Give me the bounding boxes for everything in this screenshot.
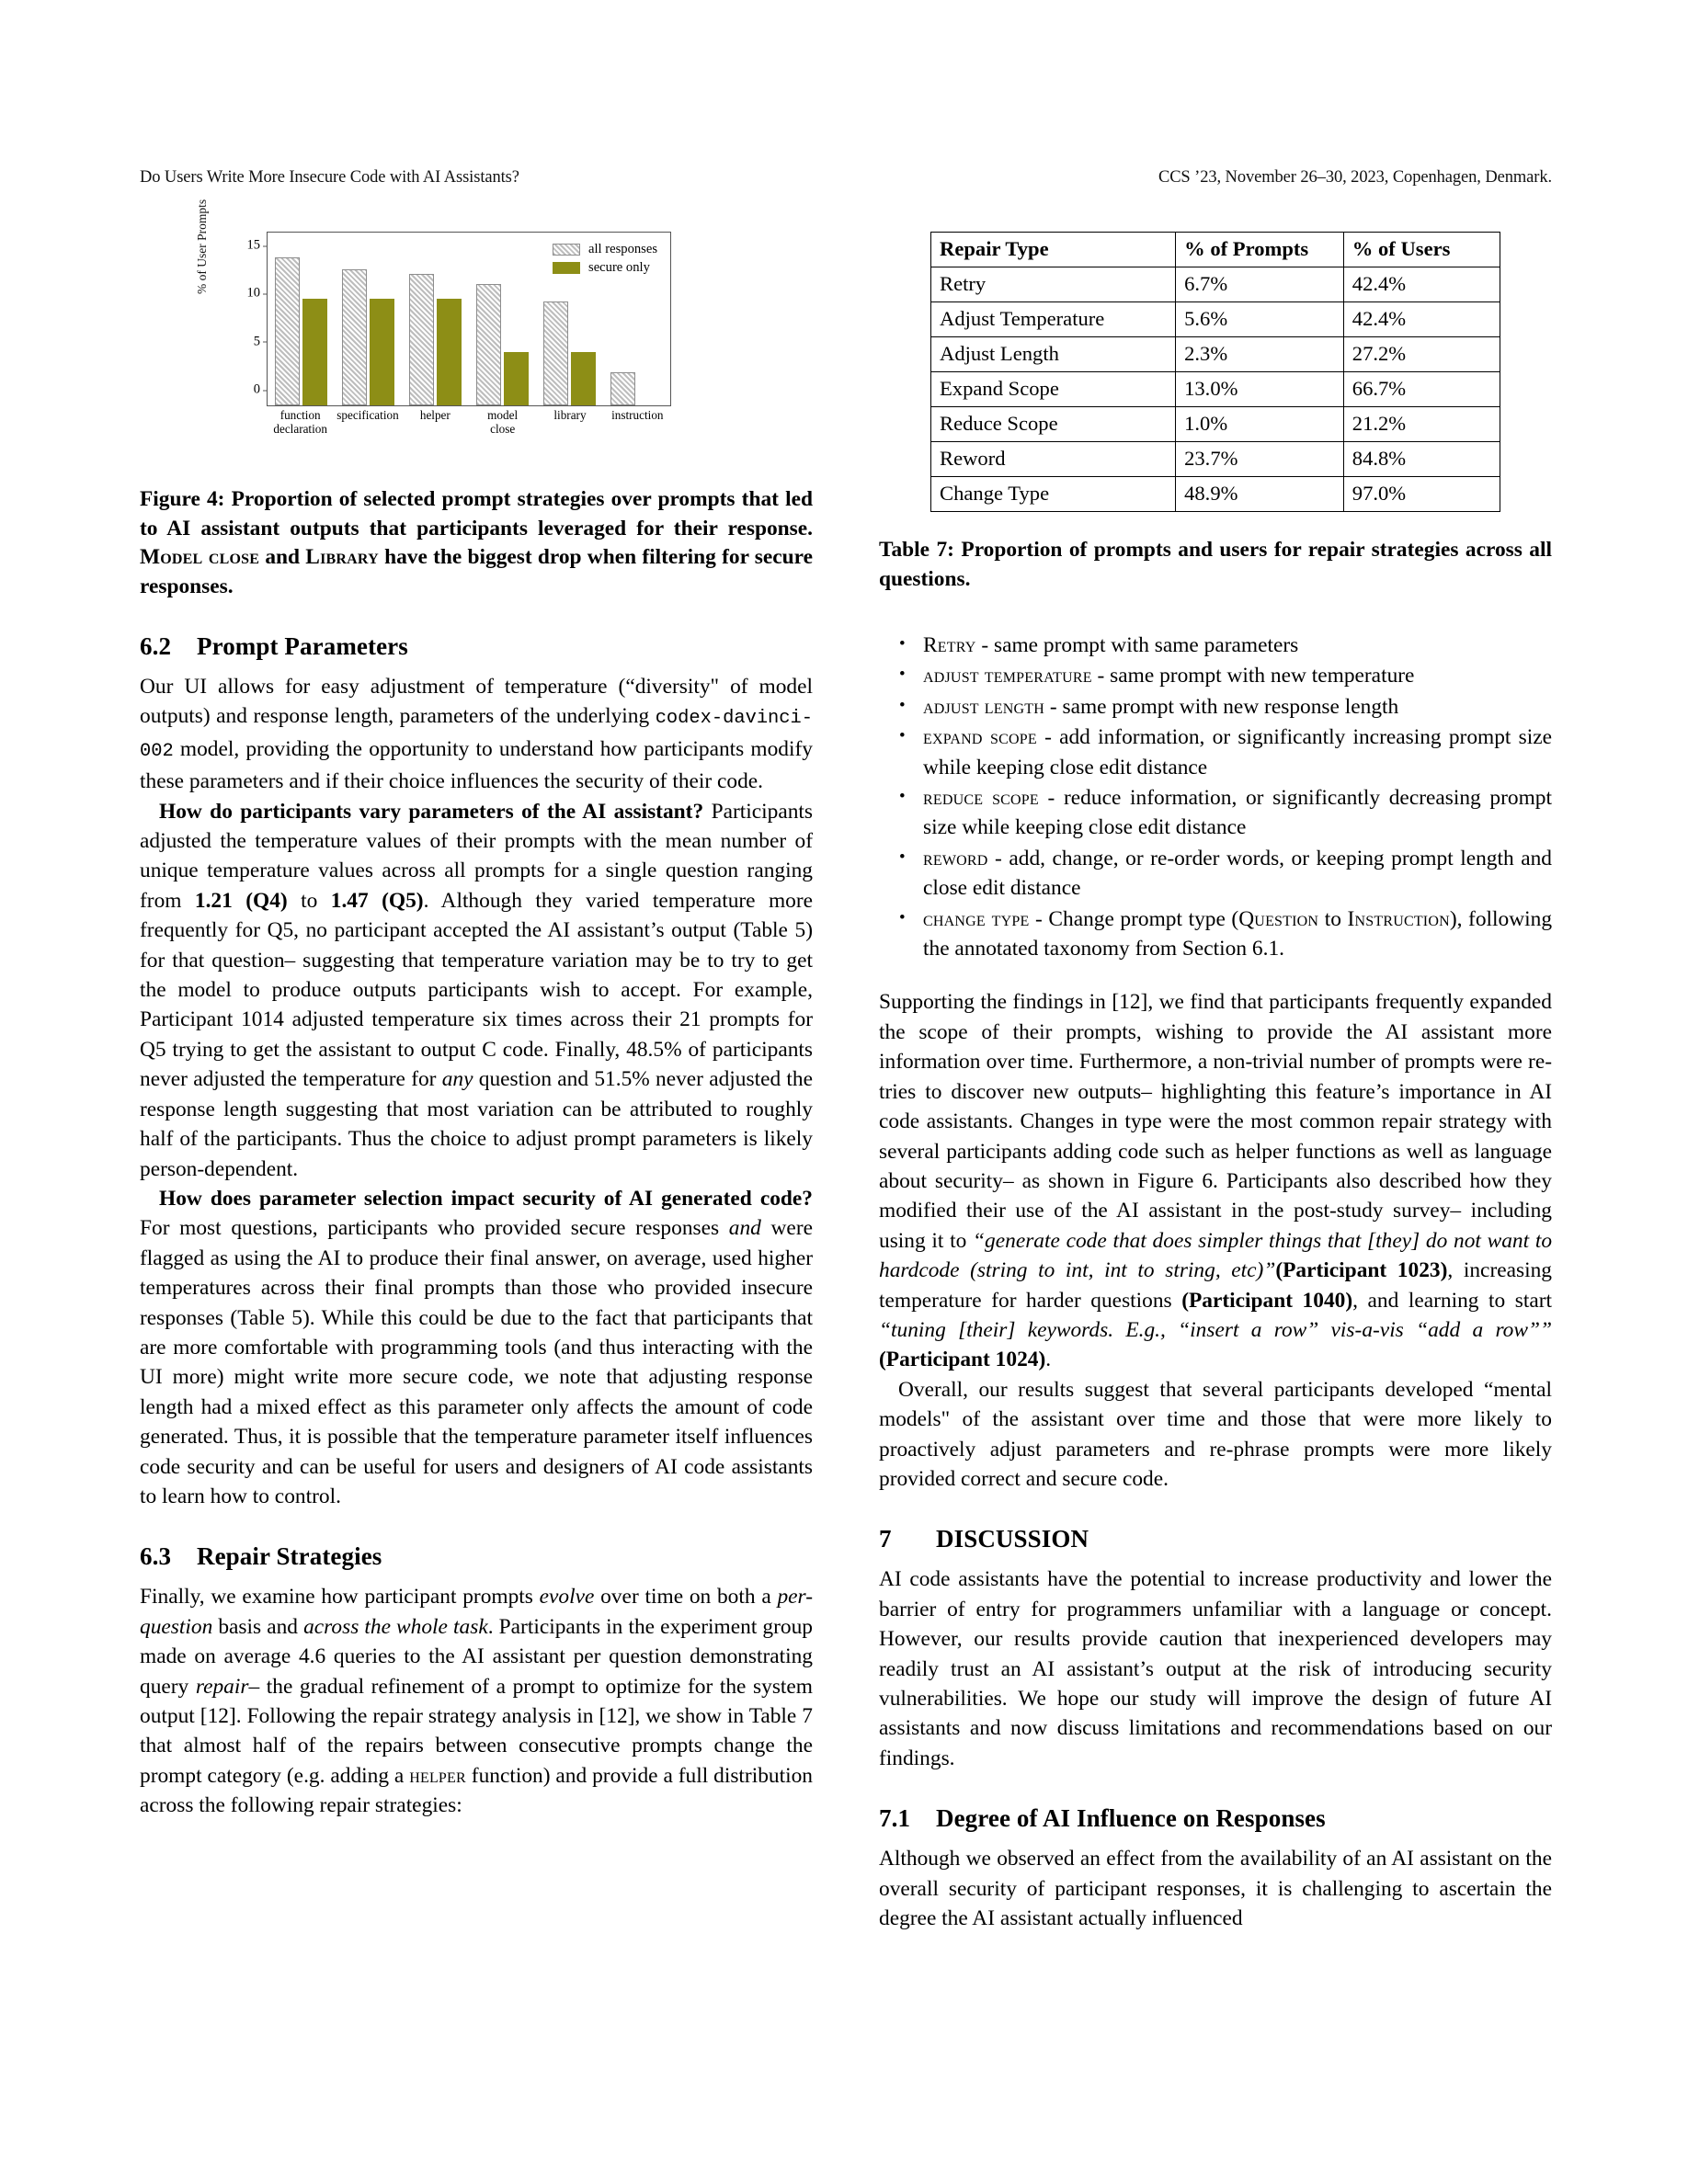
table-row bbox=[931, 442, 1500, 477]
term-description: - add, change, or re-order words, or keeping prompt length and close edit distance bbox=[923, 846, 1552, 901]
right-column bbox=[879, 219, 1552, 2103]
list-item bbox=[921, 844, 1552, 904]
table-7-repair-strategies bbox=[930, 232, 1500, 512]
cell-pct-prompts: 48.9% bbox=[1176, 477, 1344, 512]
x-label-line1: helper bbox=[419, 408, 451, 422]
cell-repair-type: Expand Scope bbox=[931, 372, 1176, 407]
cell-pct-users: 21.2% bbox=[1343, 407, 1500, 442]
text: , and learning to start bbox=[1352, 1288, 1552, 1313]
bar-all-responses bbox=[610, 372, 635, 405]
section-number: 7 bbox=[879, 1525, 892, 1553]
participant-1040-label: (Participant 1040) bbox=[1181, 1288, 1353, 1313]
x-label-line1: library bbox=[553, 408, 587, 422]
paragraph-lead-in: How do participants vary parameters of the AI assistant? bbox=[159, 799, 704, 824]
cell-pct-prompts: 13.0% bbox=[1176, 372, 1344, 407]
paragraph-right-1 bbox=[879, 987, 1552, 1374]
x-label-line1: model bbox=[487, 408, 519, 422]
table-row bbox=[931, 407, 1500, 442]
y-tick-5: 5 bbox=[253, 334, 260, 349]
y-tick-10: 10 bbox=[246, 285, 260, 301]
paragraph-6-2-1 bbox=[140, 672, 813, 797]
caption-text-1: Figure 4: Proportion of selected prompt strategies over prompts that led to AI assistant outputs that participants leveraged for their response. bbox=[140, 487, 813, 540]
running-head bbox=[140, 168, 1552, 188]
term-description-c: ), following the annotated taxonomy from Section 6.1. bbox=[923, 906, 1553, 961]
text: . Although they varied temperature more frequently for Q5, no participant accepted the AI assistant’s output (Table 5) for that question– suggesting that temperature variation may be to try to get the model to produce outputs participants wish to accept. For example, Participant 1014 adjusted temperature six times across their 21 prompts for Q5 trying to get the assistant to output C code. Finally, 48.5% of participants never adjusted the temperature for bbox=[140, 888, 814, 1092]
paragraph-6-3-1 bbox=[140, 1582, 813, 1820]
table-row bbox=[931, 477, 1500, 512]
paragraph-7-1-1: Although we observed an effect from the availability of an AI assistant on the overall security of participant responses, it is challenging to ascertain the degree the AI assistant actually influenced bbox=[879, 1847, 1552, 1931]
chart-legend bbox=[553, 240, 657, 277]
chart-plot-area bbox=[246, 232, 671, 406]
text: function) and provide a full distribution across the following repair strategies: bbox=[140, 1763, 813, 1818]
cell-pct-users: 42.4% bbox=[1343, 267, 1500, 302]
section-heading-7-1 bbox=[879, 1804, 1552, 1833]
cell-pct-prompts: 23.7% bbox=[1176, 442, 1344, 477]
bar-secure-only bbox=[504, 352, 529, 405]
bar-all-responses bbox=[543, 301, 568, 405]
left-column bbox=[140, 199, 814, 2103]
participant-1023-label: (Participant 1023) bbox=[1275, 1258, 1448, 1283]
list-item bbox=[921, 722, 1552, 782]
caption-text-3: have the biggest drop when filtering for secure responses. bbox=[140, 545, 813, 598]
term-reduce-scope: reduce scope bbox=[923, 786, 1039, 811]
legend-label: secure only bbox=[588, 260, 650, 275]
paragraph-lead-in: How does parameter selection impact security of AI generated code? bbox=[159, 1186, 813, 1211]
term-description: - same prompt with new response length bbox=[1044, 694, 1399, 719]
italic-evolve: evolve bbox=[539, 1585, 595, 1610]
italic-per-question: per-question bbox=[140, 1585, 813, 1639]
bar-all-responses bbox=[342, 269, 367, 405]
cell-pct-users: 27.2% bbox=[1343, 337, 1500, 372]
x-label-line1: instruction bbox=[611, 408, 664, 422]
x-label-instruction bbox=[604, 408, 671, 436]
paragraph-6-2-3 bbox=[140, 1184, 813, 1511]
two-column-body bbox=[140, 199, 1553, 2103]
paragraph-7-1: AI code assistants have the potential to increase productivity and lower the barrier of entry for programmers unfamiliar with a language or concept. However, our results provide caution that inexperienced developers may readily trust an AI assistant’s output at the risk of introducing security vulnerabilities. We hope our study will improve the design of future AI assistants and now discuss limitations and recommendations based on our findings. bbox=[879, 1567, 1552, 1770]
legend-swatch-icon bbox=[553, 244, 580, 256]
cell-repair-type: Reword bbox=[931, 442, 1176, 477]
text: Our UI allows for easy adjustment of temperature (“diversity" of model outputs) and response length, parameters of the underlying bbox=[140, 675, 813, 729]
section-heading-6-3 bbox=[140, 1542, 813, 1571]
x-label-helper bbox=[402, 408, 469, 436]
bar-group-model-close bbox=[469, 233, 536, 405]
smallcaps-question: Question bbox=[1238, 906, 1319, 931]
italic-whole-task: across the whole task bbox=[303, 1614, 488, 1639]
section-title: Repair Strategies bbox=[197, 1542, 382, 1571]
running-head-right: CCS ’23, November 26–30, 2023, Copenhagen, Denmark. bbox=[1158, 168, 1552, 187]
x-label-model-close bbox=[469, 408, 536, 436]
quote-participant-1023: generate code that does simpler things that [they] do not want to hardcode (string to int, int to string, etc)” bbox=[879, 1228, 1553, 1283]
cell-pct-prompts: 1.0% bbox=[1176, 407, 1344, 442]
term-description-a: - Change prompt type ( bbox=[1029, 906, 1239, 931]
text: . bbox=[1045, 1348, 1052, 1372]
table-header-row bbox=[931, 233, 1500, 267]
term-reword: reword bbox=[923, 846, 988, 870]
term-description: - same prompt with new temperature bbox=[1091, 664, 1415, 688]
section-number: 7.1 bbox=[879, 1804, 911, 1833]
section-title: Degree of AI Influence on Responses bbox=[936, 1804, 1326, 1833]
bar-group-helper bbox=[402, 233, 469, 405]
term-adjust-temperature: adjust temperature bbox=[923, 664, 1092, 688]
caption-text-2: and bbox=[259, 545, 306, 569]
x-label-line2: close bbox=[490, 422, 516, 436]
term-retry: Retry bbox=[923, 633, 976, 657]
caption-smallcaps-library: Library bbox=[305, 545, 379, 569]
table-7-caption: Table 7: Proportion of prompts and users for repair strategies across all questions. bbox=[879, 538, 1552, 591]
text: Participants adjusted the temperature values of their prompts with the mean number of unique temperature values across all prompts for a single question ranging from bbox=[140, 799, 814, 913]
legend-item-all-responses bbox=[553, 240, 657, 258]
bar-group-specification bbox=[335, 233, 402, 405]
text: the gradual refinement of a prompt to optimize for the system output [12]. Following the repair strategy analysis in [12], we show in Table 7 that almost half of the repairs between consecutive prompts change the prompt category (e.g. adding a bbox=[140, 1674, 813, 1788]
cell-repair-type: Reduce Scope bbox=[931, 407, 1176, 442]
repair-strategy-list bbox=[879, 631, 1552, 963]
x-label-function-declaration bbox=[267, 408, 334, 436]
text: to bbox=[287, 888, 331, 913]
paragraph-6-2-2 bbox=[140, 797, 813, 1184]
col-header-pct-users: % of Users bbox=[1343, 233, 1500, 267]
table-row bbox=[931, 267, 1500, 302]
section-title: Prompt Parameters bbox=[197, 632, 408, 660]
text: were flagged as using the AI to produce their final answer, on average, used higher temperatures across their final prompts than those who provided insecure responses (Table 5). While this could be due to the fact that participants that are more comfortable with programming tools (and thus interacting with the UI more) might write more secure code, we note that adjusting response length had a mixed effect as this parameter only affects the amount of code generated. Thus, it is possible that the temperature parameter itself influences code security and can be useful for users and designers of AI code assistants to learn how to control. bbox=[140, 1216, 813, 1508]
bar-all-responses bbox=[409, 274, 434, 405]
term-expand-scope: expand scope bbox=[923, 725, 1037, 750]
cell-pct-prompts: 2.3% bbox=[1176, 337, 1344, 372]
cell-pct-users: 97.0% bbox=[1343, 477, 1500, 512]
x-label-line1: specification bbox=[336, 408, 399, 422]
text: over time on both a bbox=[594, 1585, 778, 1610]
list-item bbox=[921, 783, 1552, 843]
caption-smallcaps-model-close: Model close bbox=[140, 545, 260, 569]
chart-x-labels bbox=[267, 408, 671, 436]
cell-repair-type: Adjust Temperature bbox=[931, 302, 1176, 337]
italic-and: and bbox=[728, 1216, 761, 1241]
bar-secure-only bbox=[370, 299, 394, 405]
italic-any: any bbox=[441, 1067, 473, 1092]
table-row bbox=[931, 302, 1500, 337]
text: , increasing temperature for harder questions bbox=[879, 1258, 1552, 1313]
list-item bbox=[921, 904, 1552, 964]
text: basis and bbox=[212, 1614, 304, 1639]
x-label-specification bbox=[334, 408, 401, 436]
section-number: 6.3 bbox=[140, 1542, 172, 1571]
section-number: 6.2 bbox=[140, 632, 172, 660]
table-row bbox=[931, 372, 1500, 407]
term-description-b: to bbox=[1318, 906, 1348, 931]
quote-participant-1024: “tuning [their] keywords. E.g., “insert a row” vis-a-vis “add a row”” bbox=[879, 1317, 1552, 1342]
bar-group-function-declaration bbox=[268, 233, 335, 405]
col-header-repair-type: Repair Type bbox=[931, 233, 1176, 267]
y-tick-15: 15 bbox=[246, 237, 260, 253]
term-description: - reduce information, or significantly decreasing prompt size while keeping close edit distance bbox=[923, 786, 1552, 840]
legend-swatch-icon bbox=[553, 262, 580, 274]
cell-pct-prompts: 5.6% bbox=[1176, 302, 1344, 337]
cell-repair-type: Adjust Length bbox=[931, 337, 1176, 372]
x-label-library bbox=[536, 408, 603, 436]
legend-item-secure-only bbox=[553, 258, 657, 277]
cell-repair-type: Change Type bbox=[931, 477, 1176, 512]
text: Supporting the findings in [12], we find that participants frequently expanded the scope of their prompts, wishing to provide the AI assistant more information over time. Furthermore, a non-trivial number of prompts were re-tries to discover new outputs– highlighting this feature’s importance in AI code assistants. Changes in type were the most common repair strategy with several participants adding code such as helper functions as well as language about security– as shown in Figure 6. Participants also described how they modified their use of the AI assistant in the post-study survey– including using it to bbox=[879, 990, 1552, 1253]
bar-all-responses bbox=[275, 257, 300, 405]
table-row bbox=[931, 337, 1500, 372]
paragraph-right-2: Overall, our results suggest that several participants developed “mental models" of the assistant over time and those that were more likely to proactively adjust parameters and re-phrase prompts were more likely provided correct and secure code. bbox=[879, 1377, 1552, 1491]
section-heading-6-2 bbox=[140, 632, 813, 661]
list-item bbox=[921, 631, 1552, 660]
italic-repair: repair– bbox=[195, 1674, 260, 1699]
chart-y-axis-label: % of User Prompts bbox=[195, 199, 209, 294]
cell-pct-prompts: 6.7% bbox=[1176, 267, 1344, 302]
text: . Participants in the experiment group made on average 4.6 queries to the AI assistant per question demonstrating query bbox=[140, 1614, 813, 1699]
quote-open: “ bbox=[973, 1228, 986, 1253]
y-tick-0: 0 bbox=[253, 381, 260, 397]
term-adjust-length: adjust length bbox=[923, 694, 1044, 719]
legend-label: all responses bbox=[588, 242, 657, 256]
col-header-pct-prompts: % of Prompts bbox=[1176, 233, 1344, 267]
figure-4-caption bbox=[140, 485, 813, 601]
code-model-name: codex-davinci-002 bbox=[140, 708, 813, 762]
smallcaps-instruction: Instruction bbox=[1347, 906, 1450, 931]
participant-1024-label: (Participant 1024) bbox=[879, 1348, 1046, 1372]
smallcaps-helper: helper bbox=[409, 1763, 466, 1788]
text: question and 51.5% never adjusted the response length suggesting that most variation can be attributed to roughly half of the participants. Thus the choice to adjust prompt parameters is likely person-dependent. bbox=[140, 1067, 813, 1181]
term-description: - same prompt with same parameters bbox=[975, 633, 1299, 657]
x-label-line1: function bbox=[279, 408, 321, 422]
term-change-type: change type bbox=[923, 906, 1030, 931]
text: model, providing the opportunity to understand how participants modify these parameters and if their choice influences the security of their code. bbox=[140, 736, 813, 794]
text: For most questions, participants who provided secure responses bbox=[140, 1216, 729, 1241]
bar-secure-only bbox=[302, 299, 327, 405]
section-heading-7 bbox=[879, 1525, 1552, 1553]
cell-pct-users: 66.7% bbox=[1343, 372, 1500, 407]
term-description: - add information, or significantly increasing prompt size while keeping close edit distance bbox=[923, 725, 1553, 779]
bar-all-responses bbox=[476, 284, 501, 405]
cell-pct-users: 84.8% bbox=[1343, 442, 1500, 477]
cell-repair-type: Retry bbox=[931, 267, 1176, 302]
figure-4 bbox=[140, 199, 813, 465]
cell-pct-users: 42.4% bbox=[1343, 302, 1500, 337]
running-head-left: Do Users Write More Insecure Code with AI Assistants? bbox=[140, 168, 519, 187]
list-item bbox=[921, 661, 1552, 690]
value-q5: 1.47 (Q5) bbox=[330, 888, 424, 913]
bar-secure-only bbox=[571, 352, 596, 405]
text: Finally, we examine how participant prompts bbox=[140, 1585, 540, 1610]
section-title: DISCUSSION bbox=[936, 1525, 1089, 1553]
list-item bbox=[921, 692, 1552, 722]
bar-secure-only bbox=[437, 299, 462, 405]
x-label-line2: declaration bbox=[273, 422, 327, 436]
bar-chart bbox=[195, 199, 734, 449]
value-q4: 1.21 (Q4) bbox=[194, 888, 288, 913]
